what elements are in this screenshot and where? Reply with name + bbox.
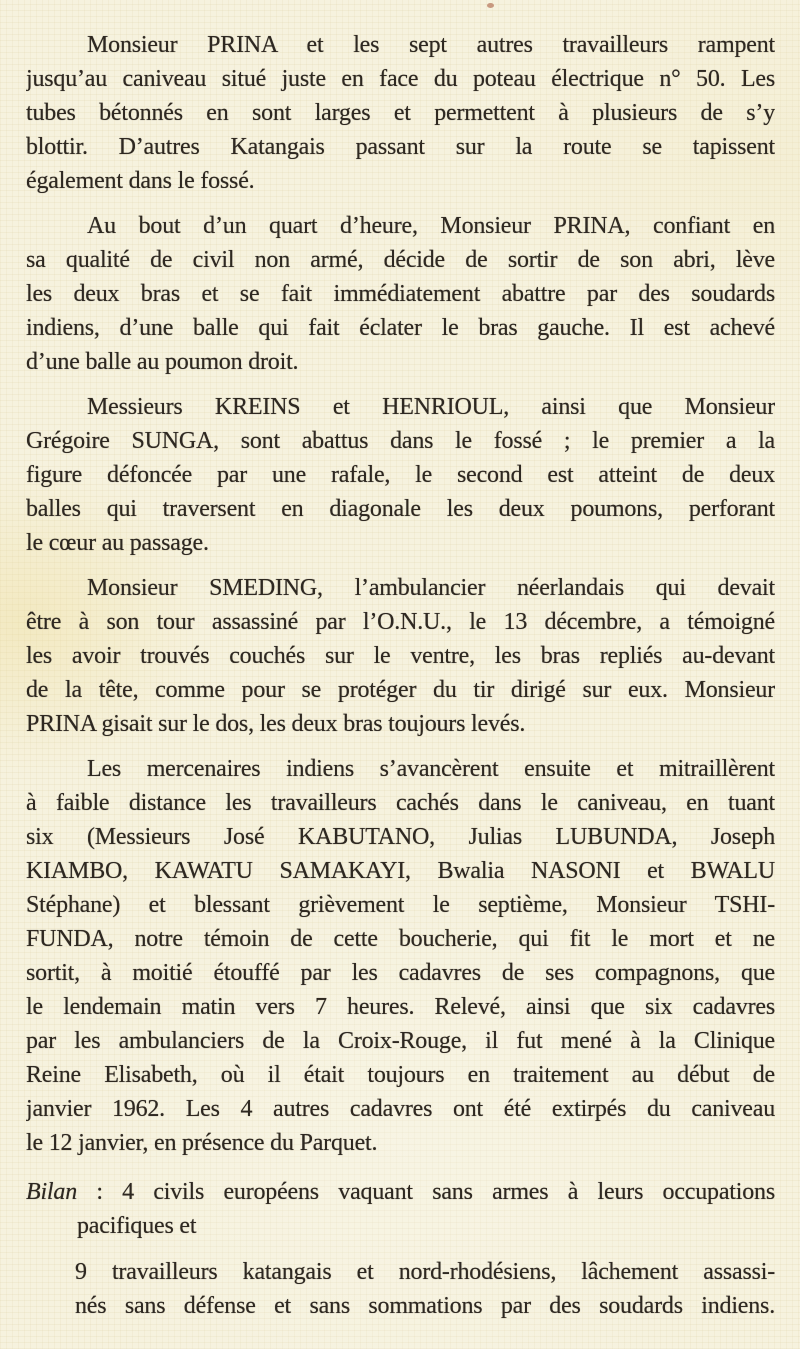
- text-line: sortit, à moitié étouffé par les cadavres de ses compagnons, que: [26, 960, 775, 986]
- text-line: tubes bétonnés en sont larges et permettent à plusieurs de s’y: [26, 100, 775, 126]
- text-line: Monsieur SMEDING, l’ambulancier néerlandais qui devait: [87, 575, 775, 601]
- text-line: par les ambulanciers de la Croix-Rouge, il fut mené à la Clinique: [26, 1028, 775, 1054]
- text-line: jusqu’au caniveau situé juste en face du poteau électrique n° 50. Les: [26, 66, 775, 92]
- text-line: les avoir trouvés couchés sur le ventre, les bras repliés au-devant: [26, 643, 775, 669]
- text-line: figure défoncée par une rafale, le second est atteint de deux: [26, 462, 775, 488]
- text-line: sa qualité de civil non armé, décide de sortir de son abri, lève: [26, 247, 775, 273]
- paragraph-2: [26, 209, 775, 379]
- paragraph-5: [26, 752, 775, 1160]
- text-line: six (Messieurs José KABUTANO, Julias LUBUNDA, Joseph: [26, 824, 775, 850]
- text-line: également dans le fossé.: [26, 168, 255, 194]
- text-line: Stéphane) et blessant grièvement le septième, Monsieur TSHI-: [26, 892, 775, 918]
- text-line: FUNDA, notre témoin de cette boucherie, qui fit le mort et ne: [26, 926, 775, 952]
- bilan-section: [26, 1175, 775, 1323]
- text-line: le lendemain matin vers 7 heures. Relevé, ainsi que six cadavres: [26, 994, 775, 1020]
- bilan-label: Bilan: [26, 1179, 77, 1205]
- text-line: d’une balle au poumon droit.: [26, 349, 299, 375]
- bilan-item-2: [75, 1255, 775, 1323]
- paragraph-4: [26, 571, 775, 741]
- text-line: à faible distance les travailleurs cachés dans le caniveau, en tuant: [26, 790, 775, 816]
- text-line: être à son tour assassiné par l’O.N.U., le 13 décembre, a témoigné: [26, 609, 775, 635]
- text-line: KIAMBO, KAWATU SAMAKAYI, Bwalia NASONI et BWALU: [26, 858, 775, 884]
- text-line: Monsieur PRINA et les sept autres travailleurs rampent: [87, 32, 775, 58]
- text-line: les deux bras et se fait immédiatement abattre par des soudards: [26, 281, 775, 307]
- text-line: Reine Elisabeth, où il était toujours en traitement au début de: [26, 1062, 775, 1088]
- paragraph-1: [26, 28, 775, 198]
- text-line: Les mercenaires indiens s’avancèrent ensuite et mitraillèrent: [87, 756, 775, 782]
- text-line: janvier 1962. Les 4 autres cadavres ont été extirpés du caniveau: [26, 1096, 775, 1122]
- paper-ink-speck: [487, 3, 494, 8]
- text-line: PRINA gisait sur le dos, les deux bras toujours levés.: [26, 711, 526, 737]
- bilan-line-2: pacifiques et: [77, 1213, 197, 1239]
- bilan-line-1-text: : 4 civils européens vaquant sans armes à leurs occupations: [77, 1179, 775, 1205]
- bilan-line-1: [26, 1175, 775, 1209]
- text-line: balles qui traversent en diagonale les deux poumons, perforant: [26, 496, 775, 522]
- text-line: Au bout d’un quart d’heure, Monsieur PRINA, confiant en: [87, 213, 775, 239]
- text-line: le 12 janvier, en présence du Parquet.: [26, 1130, 378, 1156]
- text-line: Grégoire SUNGA, sont abattus dans le fossé ; le premier a la: [26, 428, 775, 454]
- text-line: indiens, d’une balle qui fait éclater le bras gauche. Il est achevé: [26, 315, 775, 341]
- bilan-line-3: 9 travailleurs katangais et nord-rhodésiens, lâchement assassi-: [75, 1259, 775, 1285]
- bilan-line-4: nés sans défense et sans sommations par des soudards indiens.: [75, 1293, 775, 1319]
- text-line: de la tête, comme pour se protéger du tir dirigé sur eux. Monsieur: [26, 677, 775, 703]
- paragraph-3: [26, 390, 775, 560]
- text-line: le cœur au passage.: [26, 530, 209, 556]
- text-line: blottir. D’autres Katangais passant sur la route se tapissent: [26, 134, 775, 160]
- text-line: Messieurs KREINS et HENRIOUL, ainsi que Monsieur: [87, 394, 775, 420]
